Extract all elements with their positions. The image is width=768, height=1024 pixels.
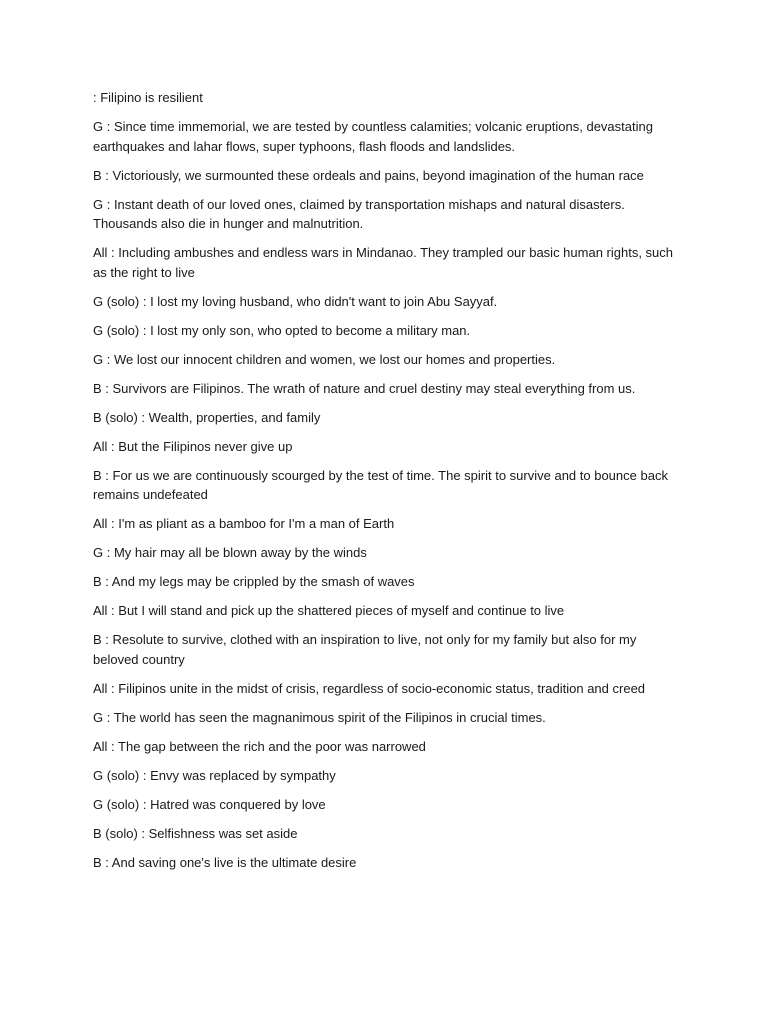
script-line: B : Survivors are Filipinos. The wrath of nature and cruel destiny may steal everything from us. [93,380,636,396]
script-line: G : My hair may all be blown away by the winds [93,545,367,560]
script-line: All : Including ambushes and endless wars in Mindanao. They trampled our basic human rights, such as the right to live [93,245,674,280]
script-line: All : I'm as pliant as a bamboo for I'm a man of Earth [93,516,395,531]
script-line: G (solo) : Envy was replaced by sympathy [93,767,336,783]
script-line: B (solo) : Wealth, properties, and family [93,409,321,425]
script-line: G : Instant death of our loved ones, claimed by transportation mishaps and natural disasters. Thousands also die in hunger and malnutrition. [93,196,625,231]
script-line: G : The world has seen the magnanimous spirit of the Filipinos in crucial times. [93,709,546,725]
script-line: G (solo) : I lost my loving husband, who didn't want to join Abu Sayyaf. [93,293,498,309]
script-line: All : The gap between the rich and the poor was narrowed [93,738,426,754]
script-line: G (solo) : Hatred was conquered by love [93,796,326,812]
document-body [93,88,678,882]
script-line-title: : Filipino is resilient [93,90,203,105]
script-line: G (solo) : I lost my only son, who opted to become a military man. [93,322,471,338]
script-line: G : We lost our innocent children and women, we lost our homes and properties. [93,351,556,367]
script-line: B : Resolute to survive, clothed with an inspiration to live, not only for my family but also for my beloved country [93,632,637,667]
script-line: B : Victoriously, we surmounted these ordeals and pains, beyond imagination of the human race [93,167,644,183]
script-line: G : Since time immemorial, we are tested by countless calamities; volcanic eruptions, devastating earthquakes and lahar flows, super typhoons, flash floods and landslides. [93,119,653,154]
script-line: B (solo) : Selfishness was set aside [93,825,298,841]
script-line: All : But the Filipinos never give up [93,438,293,454]
script-line: All : Filipinos unite in the midst of crisis, regardless of socio-economic status, tradition and creed [93,680,646,696]
script-line: All : But I will stand and pick up the shattered pieces of myself and continue to live [93,603,565,618]
script-line: B : And saving one's live is the ultimate desire [93,854,357,870]
script-line: B : And my legs may be crippled by the smash of waves [93,574,415,589]
script-line: B : For us we are continuously scourged by the test of time. The spirit to survive and to bounce back remains undefeated [93,467,668,502]
